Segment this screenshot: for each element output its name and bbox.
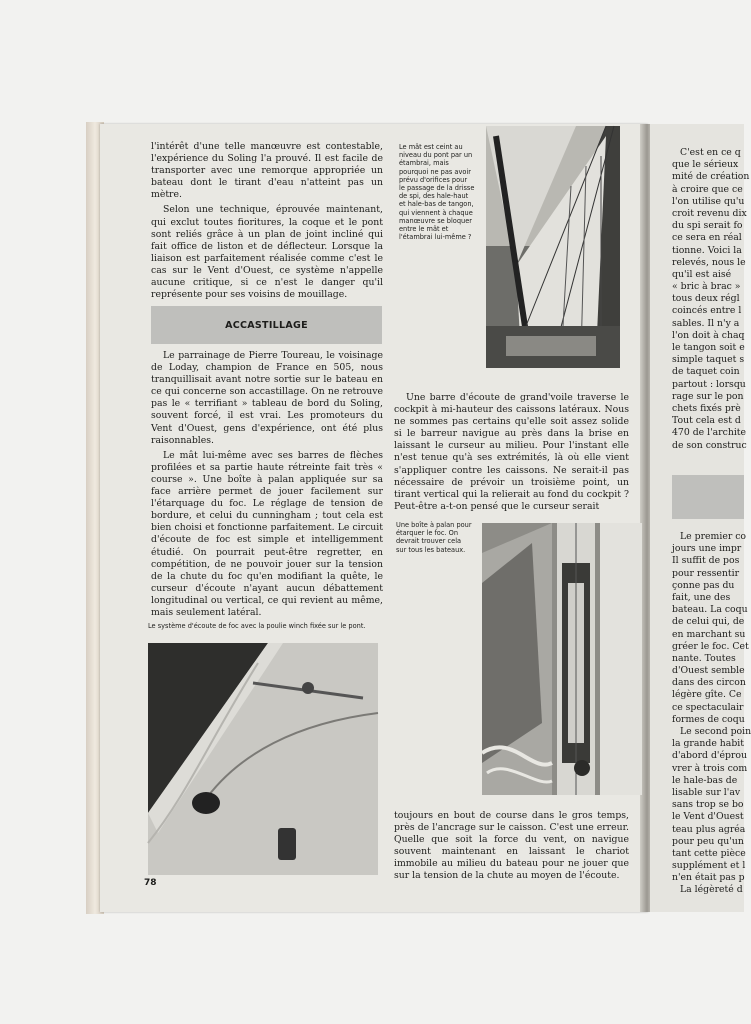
- right-line: nante. Toutes: [672, 652, 736, 664]
- section-heading: [151, 306, 382, 344]
- middle-text: [394, 392, 629, 516]
- intro-paragraph-1: l'intérêt d'une telle manœuvre est contestable, l'expérience du Soling l'a prouvé. Il est facile de transporter avec une remorque appropriée un bateau dont le tirant d'eau n'atteint pas un mètre.: [151, 141, 383, 201]
- right-line: supplément et l: [672, 860, 746, 872]
- right-line: La légèreté d: [680, 884, 743, 896]
- right-line: formes de coqu: [672, 713, 745, 725]
- right-line: mité de création: [672, 171, 750, 183]
- section-heading-text: ACCASTILLAGE: [225, 319, 308, 331]
- right-line: « bric à brac »: [672, 281, 741, 293]
- right-line: à croire que ce: [672, 183, 743, 195]
- right-line: que le sérieux: [672, 159, 739, 171]
- bottom-paragraph: toujours en bout de course dans le gros temps, près de l'ancrage sur le caisson. C'est une erreur. Quelle que soit la force du vent, on navigue souvent maintenant en laissant le chariot immobile au milieu du bateau pour ne jouer que sur la tension de la chute au moyen de l'écoute.: [394, 810, 629, 882]
- caption-jib: Le système d'écoute de foc avec la poulie winch fixée sur le pont.: [148, 622, 366, 630]
- right-line: la grande habit: [672, 738, 744, 750]
- right-line: tionne. Voici la: [672, 244, 742, 256]
- jib-deck-image: [148, 643, 378, 875]
- right-line: n'en était pas p: [672, 872, 745, 884]
- right-line: 470 de l'archite: [672, 427, 747, 439]
- right-line: Le second poin: [680, 726, 751, 737]
- right-line: du spi serait fo: [672, 220, 743, 232]
- intro-text: [151, 141, 383, 304]
- right-line: simple taquet s: [672, 354, 745, 366]
- right-line: relevés, nous le: [672, 256, 746, 268]
- right-line: croit revenu dix: [672, 207, 747, 219]
- right-line: sables. Il n'y a: [672, 317, 740, 329]
- right-column-top: [672, 147, 749, 452]
- right-line: vrer à trois com: [672, 762, 748, 774]
- right-line: tous deux régl: [672, 293, 740, 305]
- jib-sheet-deck-photo: [148, 643, 378, 875]
- right-line: d'Ouest semble: [672, 665, 745, 677]
- right-line: légère gîte. Ce: [672, 689, 742, 701]
- right-line: çonne pas du: [672, 579, 735, 591]
- right-line: tant cette pièce: [672, 847, 746, 859]
- right-line: teau plus agréa: [672, 823, 746, 835]
- right-line: sans trop se bo: [672, 799, 744, 811]
- right-line: de taquet coin: [672, 366, 740, 378]
- tackle-box-image: [482, 523, 642, 795]
- accastillage-paragraph-1: Le parrainage de Pierre Toureau, le voisinage de Loday, champion de France en 505, nous tranquillisait avant notre sortie sur le bateau en ce qui concerne son accastillage. On ne retrouve pas le « terrifiant » tableau de bord du Soling, souvent forcé, il est vrai. Les promoteurs du Vent d'Ouest, gens d'expérience, ont été plus raisonnables.: [151, 350, 383, 446]
- right-line: Tout cela est d: [672, 415, 741, 427]
- right-line: le Vent d'Ouest: [672, 811, 744, 823]
- right-line: chets fixés prè: [672, 402, 741, 414]
- right-line: pour ressentir: [672, 567, 740, 579]
- caption-tackle-box: Une boîte à palan pour étarquer le foc. On devrait trouver cela sur tous les bateaux.: [396, 521, 472, 554]
- right-line: jours une impr: [672, 543, 742, 555]
- intro-paragraph-2: Selon une technique, éprouvée maintenant, qui exclut toutes fioritures, la coque et le pont sont reliés grâce à un plan de joint incliné qui fait office de liston et de déflecteur. Lorsque la liaison est parfaitement réalisée comme c'est le cas sur le Vent d'Ouest, ce système n'appelle aucune critique, si ce n'est le danger qu'il représente pour ses voisins de mouillage.: [151, 204, 383, 301]
- right-line: l'on utilise qu'u: [672, 195, 745, 207]
- right-column-bottom: [672, 531, 751, 897]
- page-number: 78: [144, 878, 157, 888]
- caption-mast: Le mât est ceint au niveau du pont par un étambrai, mais pourquoi ne pas avoir prévu d'orifices pour le passage de la drisse de spi, des hale-haut et hale-bas de tangon, qui viennent à chaque manœuvre se bloquer entre le mât et l'étambrai lui-même ?: [399, 143, 475, 242]
- right-line: rage sur le pon: [672, 390, 744, 402]
- right-line: gréer le foc. Cet: [672, 640, 749, 652]
- right-line: bateau. La coqu: [672, 604, 748, 616]
- bottom-text: [394, 810, 629, 886]
- right-line: le tangon soit e: [672, 342, 745, 353]
- right-heading-box: [672, 475, 744, 519]
- right-line: ce spectaculair: [672, 701, 744, 713]
- right-line: de celui qui, de: [672, 616, 745, 628]
- mast-sail-image: [486, 126, 620, 368]
- right-line: dans des circon: [672, 677, 746, 689]
- right-line: l'on doit à chaq: [672, 329, 745, 341]
- right-line: d'abord d'éprou: [672, 750, 747, 762]
- right-line: fait, une des: [672, 591, 731, 603]
- accastillage-text: [151, 350, 383, 622]
- right-line: qu'il est aisé: [672, 268, 732, 280]
- right-line: ce sera en réal: [672, 232, 742, 244]
- right-line: lisable sur l'av: [672, 786, 741, 798]
- right-line: de son construc: [672, 439, 747, 451]
- accastillage-paragraph-2: Le mât lui-même avec ses barres de flèches profilées et sa partie haute rétreinte fait très « course ». Une boîte à palan appliquée sur sa face arrière permet de jouer facilement sur l'étarquage du foc. Le réglage de tension de bordure, et celui du cunningham ; tout cela est bien choisi et fonctionne parfaitement. Le circuit d'écoute de foc est simple et intelligemment étudié. On pourrait peut-être regretter, en compétition, de ne pouvoir jouer sur la tension de la chute du foc qu'en modifiant la quête, le curseur d'écoute n'ayant aucun débattement longitudinal ou vertical, ce qui revient au même, mais seulement latéral.: [151, 449, 383, 618]
- right-line: coincés entre l: [672, 305, 742, 317]
- right-line: Le premier co: [680, 531, 747, 542]
- middle-paragraph: Une barre d'écoute de grand'voile traverse le cockpit à mi-hauteur des caissons latéraux. Nous ne sommes pas certains qu'elle soit assez solide si le barreur navigue au près dans la brise en laissant le curseur au milieu. Pour l'instant elle n'est tenue qu'à ses extrémités, là où elle vient s'appliquer contre les caissons. Ne serait-il pas nécessaire de prévoir un troisième point, un tirant vertical qui la relierait au fond du cockpit ? Peut-être a-t-on pensé que le curseur serait: [394, 392, 629, 512]
- mast-sail-photo: [486, 126, 620, 368]
- mast-tackle-box-photo: [482, 523, 642, 795]
- right-line: pour peu qu'un: [672, 835, 744, 847]
- right-line: le hale-bas de: [672, 774, 738, 786]
- right-line: partout : lorsqu: [672, 378, 746, 390]
- right-line: C'est en ce q: [680, 147, 741, 158]
- right-line: Il suffit de pos: [672, 555, 740, 567]
- right-line: en marchant su: [672, 628, 746, 640]
